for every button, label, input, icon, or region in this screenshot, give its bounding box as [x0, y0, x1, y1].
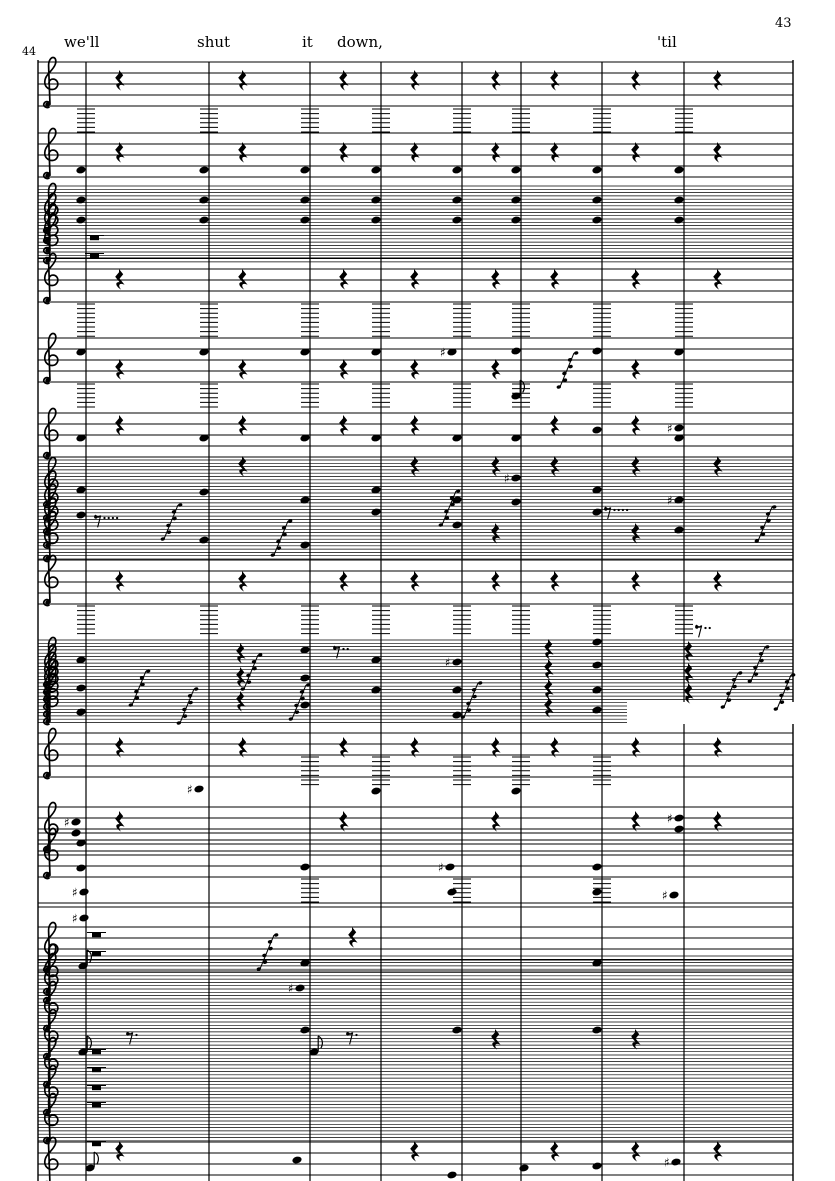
dense-band: [38, 956, 793, 1141]
notehead: [300, 216, 311, 225]
notehead: [438, 861, 455, 875]
notehead: [440, 346, 457, 360]
notehead: [511, 498, 522, 507]
whole-rest: [87, 933, 106, 938]
quarter-rest: [684, 641, 693, 662]
lyric-syllable: 'til: [657, 33, 677, 51]
notehead: [667, 494, 684, 508]
quarter-rest: [410, 359, 419, 380]
notehead: [592, 661, 603, 670]
notehead: [592, 1026, 603, 1035]
dotted-eighth-rest: [604, 507, 628, 519]
notehead: [447, 1171, 458, 1180]
notehead: [452, 166, 463, 175]
page-number: 43: [775, 16, 792, 31]
clefs: [44, 58, 58, 1181]
treble-clef-icon: [44, 334, 58, 384]
dotted-eighth-rest: [94, 515, 118, 527]
notehead: [199, 488, 210, 497]
grace-note-run: [747, 645, 770, 683]
ladder-band: [77, 606, 693, 634]
notehead: [76, 196, 87, 205]
sharp-accidental: ♯: [438, 860, 444, 875]
quarter-rest: [339, 415, 348, 436]
quarter-rest: [631, 415, 640, 436]
notehead: [76, 708, 87, 717]
notehead: [662, 889, 679, 903]
grace-note-run: [270, 519, 293, 557]
notehead: [592, 1162, 603, 1171]
grace-note-run: [460, 681, 483, 719]
quarter-rest: [238, 359, 247, 380]
quarter-rest: [631, 1141, 640, 1162]
notehead: [674, 166, 685, 175]
notehead: [292, 1156, 303, 1165]
notehead: [511, 787, 522, 796]
grace-note-run: [128, 669, 151, 707]
notehead: [674, 526, 685, 535]
sharp-accidental: ♯: [664, 1155, 670, 1170]
quarter-rest: [550, 269, 559, 290]
notehead: [452, 521, 463, 530]
quarter-rest: [115, 415, 124, 436]
notehead: [76, 216, 87, 225]
quarter-rest: [236, 667, 245, 688]
notehead: [300, 541, 311, 550]
notehead: [300, 701, 311, 710]
notehead: [511, 347, 522, 356]
ladder-band: [77, 109, 693, 132]
notehead: [452, 216, 463, 225]
notehead: [452, 196, 463, 205]
notehead: [519, 1164, 530, 1173]
notehead: [592, 347, 603, 356]
whole-rest: [85, 236, 104, 241]
treble-clef-icon: [44, 409, 58, 459]
lyric-syllable: shut: [197, 33, 231, 51]
sharp-accidental: ♯: [667, 421, 673, 436]
sharp-accidental: ♯: [440, 345, 446, 360]
notehead: [592, 166, 603, 175]
quarter-rest: [550, 142, 559, 163]
notehead: [511, 196, 522, 205]
notehead: [511, 216, 522, 225]
notehead: [300, 674, 311, 683]
whole-rests: [85, 236, 106, 1147]
notehead: [199, 196, 210, 205]
quarter-rest: [713, 571, 722, 592]
notehead: [85, 1152, 99, 1172]
quarter-rest: [115, 571, 124, 592]
quarter-rest: [410, 1141, 419, 1162]
notehead: [592, 426, 603, 435]
notehead: [592, 638, 603, 647]
quarter-rest: [544, 697, 553, 718]
notehead: [592, 508, 603, 517]
quarter-rest: [550, 571, 559, 592]
quarter-rest: [410, 142, 419, 163]
sharp-accidental: ♯: [667, 811, 673, 826]
quarter-rest: [115, 142, 124, 163]
sharp-accidental: ♯: [288, 981, 294, 996]
notehead: [76, 166, 87, 175]
notehead: [300, 196, 311, 205]
notehead: [371, 196, 382, 205]
quarter-rest: [238, 415, 247, 436]
dotted-rests: [94, 507, 711, 1044]
quarter-rest: [631, 142, 640, 163]
quarter-rest: [348, 927, 357, 948]
quarter-rest: [115, 269, 124, 290]
notehead: [592, 216, 603, 225]
sharp-accidental: ♯: [504, 471, 510, 486]
notehead: [371, 216, 382, 225]
sharp-accidental: ♯: [64, 815, 70, 830]
sharp-accidental: ♯: [445, 655, 451, 670]
quarter-rest: [713, 1141, 722, 1162]
treble-clef-icon: [44, 729, 58, 779]
notehead: [371, 508, 382, 517]
notehead: [72, 912, 89, 926]
ladder-band: [77, 384, 693, 407]
lyric-syllable: down,: [337, 33, 383, 51]
quarter-rest: [115, 359, 124, 380]
notehead: [445, 656, 462, 670]
sharp-accidental: ♯: [662, 888, 668, 903]
quarter-rest: [491, 359, 500, 380]
notehead: [300, 863, 311, 872]
notehead: [199, 216, 210, 225]
notehead: [452, 711, 463, 720]
notehead: [76, 684, 87, 693]
quarter-rest: [339, 269, 348, 290]
notehead: [664, 1156, 681, 1170]
quarter-rest: [713, 142, 722, 163]
quarter-rest: [236, 691, 245, 712]
dense-band: [38, 460, 793, 559]
quarter-rest: [631, 269, 640, 290]
notehead: [371, 166, 382, 175]
notehead: [592, 863, 603, 872]
grace-note-run: [160, 503, 183, 541]
notehead: [674, 196, 685, 205]
notehead: [309, 1036, 323, 1056]
notehead: [199, 536, 210, 545]
notehead: [288, 982, 305, 996]
sharp-accidental: ♯: [72, 885, 78, 900]
notehead: [447, 888, 458, 897]
quarter-rest: [491, 269, 500, 290]
quarter-rest: [238, 571, 247, 592]
quarter-rest: [115, 1141, 124, 1162]
ladder-band: [77, 304, 693, 336]
notehead: [199, 166, 210, 175]
quarter-rest: [550, 415, 559, 436]
notehead: [300, 166, 311, 175]
notehead: [511, 166, 522, 175]
treble-clef-icon: [44, 803, 58, 853]
notehead: [452, 1026, 463, 1035]
notehead: [76, 511, 87, 520]
notehead: [592, 706, 603, 715]
notehead: [592, 888, 603, 897]
notehead: [674, 216, 685, 225]
staff-band: [38, 338, 793, 382]
treble-clef-icon: [44, 58, 58, 108]
column-stems: [38, 60, 793, 1181]
quarter-rest: [410, 415, 419, 436]
quarter-rest: [339, 571, 348, 592]
notehead: [592, 196, 603, 205]
quarter-rest: [238, 269, 247, 290]
quarter-rest: [713, 269, 722, 290]
sharp-accidental: ♯: [667, 493, 673, 508]
quarter-rest: [410, 571, 419, 592]
grace-note-run: [438, 489, 461, 527]
treble-clef-icon: [44, 556, 58, 606]
notehead: [371, 787, 382, 796]
grace-note-run: [256, 933, 279, 971]
notehead: [76, 864, 87, 873]
notehead: [674, 825, 685, 834]
grace-note-run: [556, 351, 579, 389]
quarter-rest: [238, 142, 247, 163]
lyric-syllable: we'll: [64, 33, 100, 51]
quarter-rest: [631, 359, 640, 380]
quarter-rest: [491, 142, 500, 163]
notehead: [187, 783, 204, 797]
staff-band: [38, 927, 793, 971]
grace-note-run: [754, 505, 777, 543]
sharp-accidental: ♯: [72, 911, 78, 926]
quarter-rest: [410, 269, 419, 290]
quarter-rest: [631, 571, 640, 592]
lines-band: [38, 903, 793, 907]
ladder-band: [301, 757, 611, 785]
quarter-rest: [550, 1141, 559, 1162]
measure-number: 44: [22, 45, 36, 58]
sharp-accidental: ♯: [187, 782, 193, 797]
notehead: [667, 812, 684, 826]
notehead: [71, 829, 82, 838]
notehead: [78, 1036, 92, 1056]
quarter-rest: [339, 142, 348, 163]
treble-clef-icon: [44, 829, 58, 879]
notehead: [72, 886, 89, 900]
dotted-eighth-rest: [695, 625, 711, 637]
treble-clef-icon: [44, 129, 58, 179]
quarter-rest: [491, 571, 500, 592]
lyric-syllable: it: [302, 33, 313, 51]
quarter-rest: [339, 359, 348, 380]
staff-break-notches: [627, 702, 794, 724]
notehead: [300, 1026, 311, 1035]
rest-rows: [115, 70, 722, 1162]
